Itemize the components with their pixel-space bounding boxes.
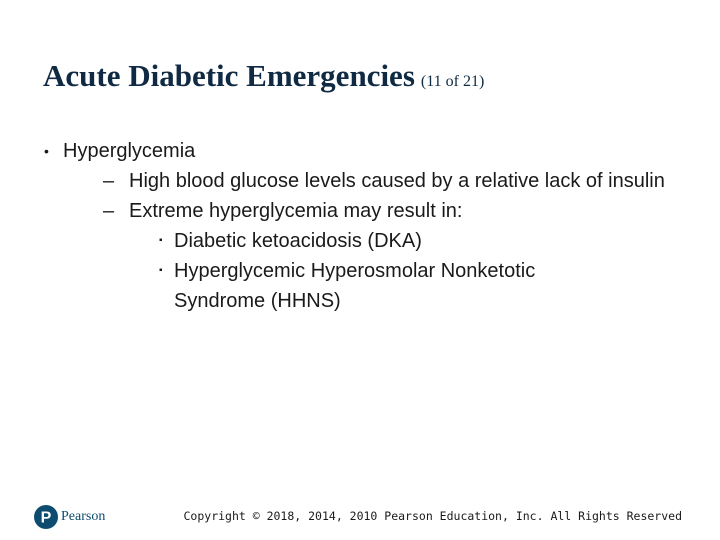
bullet-text: Hyperglycemic Hyperosmolar Nonketotic Syndrome (HHNS) xyxy=(174,260,536,312)
square-marker: ▪ xyxy=(159,235,163,246)
bullet-text: Extreme hyperglycemia may result in: xyxy=(129,200,463,222)
bullet-item-level1 xyxy=(44,136,684,166)
pearson-logo xyxy=(34,503,105,531)
slide-title-main: Acute Diabetic Emergencies xyxy=(43,58,415,93)
bullet-item-level2 xyxy=(103,196,689,226)
bullet-text: High blood glucose levels caused by a relative lack of insulin xyxy=(129,170,665,192)
logo-letter: P xyxy=(40,509,52,527)
bullet-item-level3 xyxy=(159,226,614,256)
slide-title xyxy=(43,58,484,94)
square-marker: ▪ xyxy=(159,265,163,276)
bullet-marker: • xyxy=(44,143,49,159)
dash-marker: – xyxy=(103,170,115,192)
bullet-list xyxy=(44,136,684,316)
bullet-item-level3 xyxy=(159,256,614,316)
pearson-p-icon xyxy=(34,505,58,529)
bullet-text: Hyperglycemia xyxy=(63,140,196,162)
pearson-logo-icon xyxy=(34,505,58,529)
slide-title-counter: (11 of 21) xyxy=(420,73,485,90)
dash-marker: – xyxy=(103,200,115,222)
logo-wordmark: Pearson xyxy=(61,509,106,524)
bullet-item-level2 xyxy=(103,166,689,196)
copyright-notice: Copyright © 2018, 2014, 2010 Pearson Education, Inc. All Rights Reserved xyxy=(183,509,682,523)
bullet-text: Diabetic ketoacidosis (DKA) xyxy=(174,230,422,252)
